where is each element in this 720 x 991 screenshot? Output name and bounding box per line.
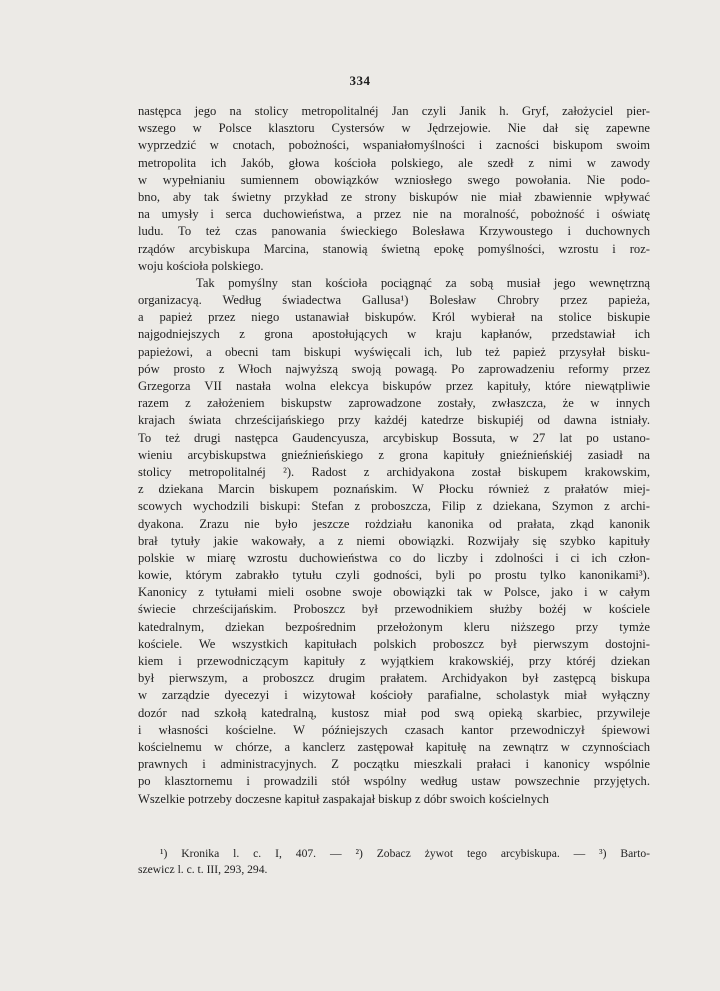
text-line: kowie, którym zabrakło tytułu czyli godności, byli po prostu tylko kanonikami³). <box>138 568 650 583</box>
text-line: z dziekana Marcin biskupem poznańskim. W Płocku również z prałatów miej- <box>138 482 650 497</box>
text-line: dyakona. Zrazu nie było jeszcze rożdziału kanonika od prałata, zkąd kanonik <box>138 516 650 531</box>
text-line: kościelnemu w chórze, a kanclerz zastępował kapitułę na zewnątrz w czynnościach <box>138 739 650 754</box>
text-line: w wypełnianiu sumiennem obowiązków wzniosłego swego powołania. Nie podo- <box>138 172 650 187</box>
page-number: 334 <box>349 73 371 88</box>
text-line: świecie chrześcijańskim. Proboszcz był przewodnikiem służby bożéj w kościele <box>138 602 650 617</box>
text-line: kiem i przewodniczącym kapituły z wyjątkiem krakowskiéj, przy któréj dziekan <box>138 654 650 668</box>
text-line: na umysły i serca duchowieństwa, a przez nie na moralność, pobożność i oświatę <box>138 207 650 222</box>
text-line: Wszelkie potrzeby doczesne kapituł zaspakajał biskup z dóbr swoich kościelnych <box>138 791 549 806</box>
text-line: razem z założeniem biskupstw zaprowadzone zostały, zwłaszcza, że w innych <box>138 396 650 411</box>
text-line: To też drugi następca Gaudencyusza, arcybiskup Bossuta, w 27 lat po ustano- <box>138 430 650 445</box>
body-text <box>138 103 650 808</box>
text-line: metropolita ich Jakób, głowa kościoła polskiego, ale szedł z nimi w zawody <box>138 155 650 170</box>
text-line: wieniu arcybiskupstwa gnieźnieńskiego z grona kapituły gnieźnieńskiéj zasiadł na <box>138 447 650 462</box>
text-line: kościele. We wszystkich kapitułach polskich proboszcz był pierwszym dostojni- <box>138 636 650 651</box>
text-line: Tak pomyślny stan kościoła pociągnąć za sobą musiał jego wewnętrzną <box>196 275 650 290</box>
text-line: i własności kościelne. W późniejszych czasach kantor przewodniczył śpiewowi <box>138 722 650 737</box>
footnote-line: ¹) Kronika l. c. I, 407. — ²) Zobacz żywot tego arcybiskupa. — ³) Barto- <box>160 847 650 860</box>
text-line: stolicy metropolitalnéj ²). Radost z archidyakona został biskupem krakowskim, <box>138 464 650 479</box>
text-line: woju kościoła polskiego. <box>138 258 264 273</box>
text-line: Kanonicy z tytułami mieli osobne swoje obowiązki tak w Polsce, jako i w całym <box>138 585 650 600</box>
text-line: dozór nad szkołą katedralną, kustosz miał pod swą opieką skarbiec, przywileje <box>138 705 650 720</box>
text-line: wyprzedzić w cnotach, pobożności, wspaniałomyślności i zacności biskupom swoim <box>138 138 650 153</box>
text-line: bno, aby tak świetny przykład ze strony biskupów nie miał zbawiennie wpływać <box>138 189 650 204</box>
text-line: najgodniejszych z grona apostołujących w kraju kapłanów, przedstawiał ich <box>138 327 650 342</box>
text-line: wszego w Polsce klasztoru Cystersów w Jędrzejowie. Nie dał się zapewne <box>138 121 650 136</box>
text-line: polskie w miarę wzrostu duchowieństwa co do liczby i zdolności i ci ich człon- <box>138 550 650 565</box>
text-line: po klasztornemu i prowadzili stół wspólny według ustaw powszechnie przyjętych. <box>138 774 650 789</box>
text-line: organizacyą. Według świadectwa Gallusa¹) Bolesław Chrobry przez papieża, <box>138 293 650 308</box>
text-line: rządów arcybiskupa Marcina, stanowią świetną epokę pomyślności, wzrostu i roz- <box>138 241 650 256</box>
text-line: w zarządzie dyecezyi i wizytował kościoły parafialne, scholastyk miał wyłączny <box>138 688 650 703</box>
footnotes <box>138 846 650 878</box>
text-line: scowych wychodzili biskupi: Stefan z proboszcza, Filip z dziekana, Szymon z archi- <box>138 499 650 514</box>
text-line: prawnych i administracyjnych. Z początku mieszkali prałaci i kanonicy wspólnie <box>138 757 650 772</box>
text-line: krajach świata chrześcijańskiego przy każdéj katedrze biskupiéj od dawna istniały. <box>138 413 650 428</box>
text-line: papieżowi, a obecni tam biskupi wyświęcali ich, lub też papież przysyłał bisku- <box>138 344 650 359</box>
text-line: brał tytuły jakie wakowały, a z niemi obowiązki. Rozwijały się szybko kapituły <box>138 533 650 548</box>
text-line: Grzegorza VII nastała wolna elekcya biskupów przez kapituły, które niewątpliwie <box>138 379 650 393</box>
footnote-line: szewicz l. c. t. III, 293, 294. <box>138 863 268 876</box>
text-line: a papież przez niego ustanawiał biskupów. Król wybierał na stolice biskupie <box>138 310 650 325</box>
text-line: był pierwszym, a proboszcz drugim prałatem. Archidyakon był zastępcą biskupa <box>138 671 650 686</box>
text-line: ludu. To też czas panowania świeckiego Bolesława Krzywoustego i duchownych <box>138 224 650 239</box>
text-line: katedralnym, dziekan bezpośrednim przełożonym kleru niższego przy tymże <box>138 619 650 634</box>
text-line: pów prosto z Włoch najwyższą swoją powagą. Po zaprowadzeniu reformy przez <box>138 361 650 376</box>
text-line: następca jego na stolicy metropolitalnéj Jan czyli Janik h. Gryf, założyciel pier- <box>138 104 650 118</box>
